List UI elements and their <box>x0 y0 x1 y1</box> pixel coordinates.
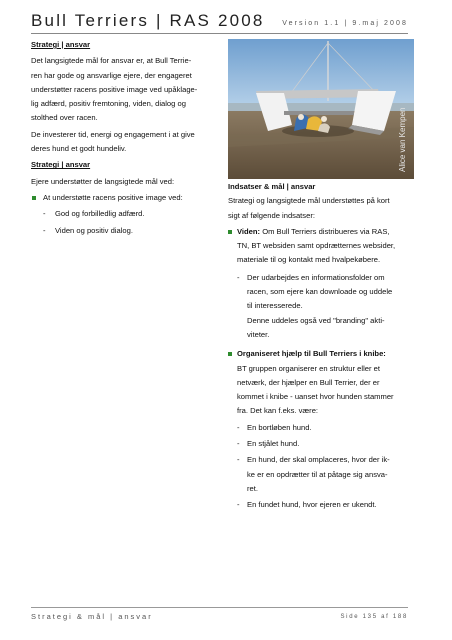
text-line: Det langsigtede mål for ansvar er, at Bull Terrie- <box>31 56 192 66</box>
bullet-item-organiseret <box>228 347 414 512</box>
dash-marker: - <box>43 209 46 219</box>
version-label: Version 1.1 | 9.maj 2008 <box>282 20 408 27</box>
intro-text <box>228 194 414 223</box>
text-line: til interesserede. <box>247 301 303 311</box>
text-line: ke er en opdrætter til at påtage sig ansva- <box>247 469 388 479</box>
page-number: Side 135 af 188 <box>340 614 408 620</box>
section-heading: Strategi | ansvar <box>31 160 91 170</box>
dash-marker: - <box>237 422 240 432</box>
text-line: materiale til og kontakt med hvalpekøbere. <box>237 255 381 265</box>
dash-text: God og forbilledlig adfærd. <box>55 209 145 219</box>
dash-item <box>237 453 414 496</box>
dash-item <box>237 271 414 314</box>
footer-section-title: Strategi & mål | ansvar <box>31 612 153 621</box>
bullet-text <box>237 225 414 268</box>
bullet-item-viden <box>228 225 414 342</box>
bullet-text: At understøtte racens positive image ved: <box>43 192 183 202</box>
dash-marker: - <box>237 455 240 465</box>
dash-item <box>31 224 218 238</box>
section-heading: Indsatser & mål | ansvar <box>228 182 316 191</box>
bullet-label: Viden: <box>237 226 261 236</box>
bullet-text <box>237 347 414 418</box>
bullet-square-icon <box>228 230 232 234</box>
dash-marker: - <box>237 500 240 510</box>
bullet-label: Organiseret hjælp til Bull Terriers i knibe: <box>237 349 386 359</box>
text-line: En fundet hund, hvor ejeren er ukendt. <box>247 500 377 510</box>
text-line: viteter. <box>247 329 270 339</box>
text-line: Denne uddeles også ved "branding" akti- <box>247 315 385 325</box>
dash-item <box>237 437 414 451</box>
text-line: En hund, der skal omplaceres, hvor der ik- <box>247 455 390 465</box>
paragraph <box>31 54 218 125</box>
dash-item <box>237 498 414 512</box>
intro-text: Ejere understøtter de langsigtede mål ved: <box>31 176 175 186</box>
text-line: stolthed over racen. <box>31 113 98 123</box>
bullet-square-icon <box>32 196 36 200</box>
photo-credit: Alice van Kempen <box>398 107 407 172</box>
dash-marker: - <box>237 272 240 282</box>
right-column <box>228 180 414 513</box>
catamaran-beach-photo <box>228 39 414 179</box>
text-line: En stjålet hund. <box>247 439 300 449</box>
section-heading: Strategi | ansvar <box>31 40 91 49</box>
paragraph <box>31 128 218 157</box>
text-line: sigt af følgende indsatser: <box>228 210 315 220</box>
left-column <box>31 38 218 240</box>
text-line: fra. Det kan f.eks. være: <box>237 406 319 416</box>
text-line: De investerer tid, energi og engagement i at give <box>31 129 195 139</box>
text-line: netværk, der hjælper en Bull Terrier, der er <box>237 377 380 387</box>
text-line: understøtter racens positive image ved upåklage- <box>31 84 198 94</box>
dash-item <box>237 421 414 435</box>
text-line: Om Bull Terriers distribueres via RAS, <box>260 226 390 236</box>
text-line: ret. <box>247 483 258 493</box>
dash-marker: - <box>237 439 240 449</box>
text-line: deres hund et godt hundeliv. <box>31 144 127 154</box>
text-line: Der udarbejdes en informationsfolder om <box>247 272 385 282</box>
text-line: En bortløben hund. <box>247 422 312 432</box>
document-title: Bull Terriers | RAS 2008 <box>31 11 265 30</box>
bullet-item <box>31 191 218 205</box>
header-divider <box>31 33 408 34</box>
text-line: Strategi og langsigtede mål understøttes på kort <box>228 196 390 206</box>
dash-item <box>31 207 218 221</box>
text-line: ren har gode og ansvarlige ejere, der engageret <box>31 70 192 80</box>
text-line: lig adfærd, positiv fremtoning, viden, dialog og <box>31 99 186 109</box>
dash-marker: - <box>43 225 46 235</box>
text-line: BT gruppen organiserer en struktur eller et <box>237 363 380 373</box>
dash-text: Viden og positiv dialog. <box>55 225 133 235</box>
bullet-square-icon <box>228 352 232 356</box>
text-line: kommet i knibe - uanset hvor hunden stammer <box>237 392 394 402</box>
text-line: TN, BT websiden samt opdrætternes websider, <box>237 241 396 251</box>
text-line: racen, som ejere kan downloade og uddele <box>247 287 393 297</box>
paragraph <box>237 314 414 343</box>
footer-divider <box>31 607 408 608</box>
